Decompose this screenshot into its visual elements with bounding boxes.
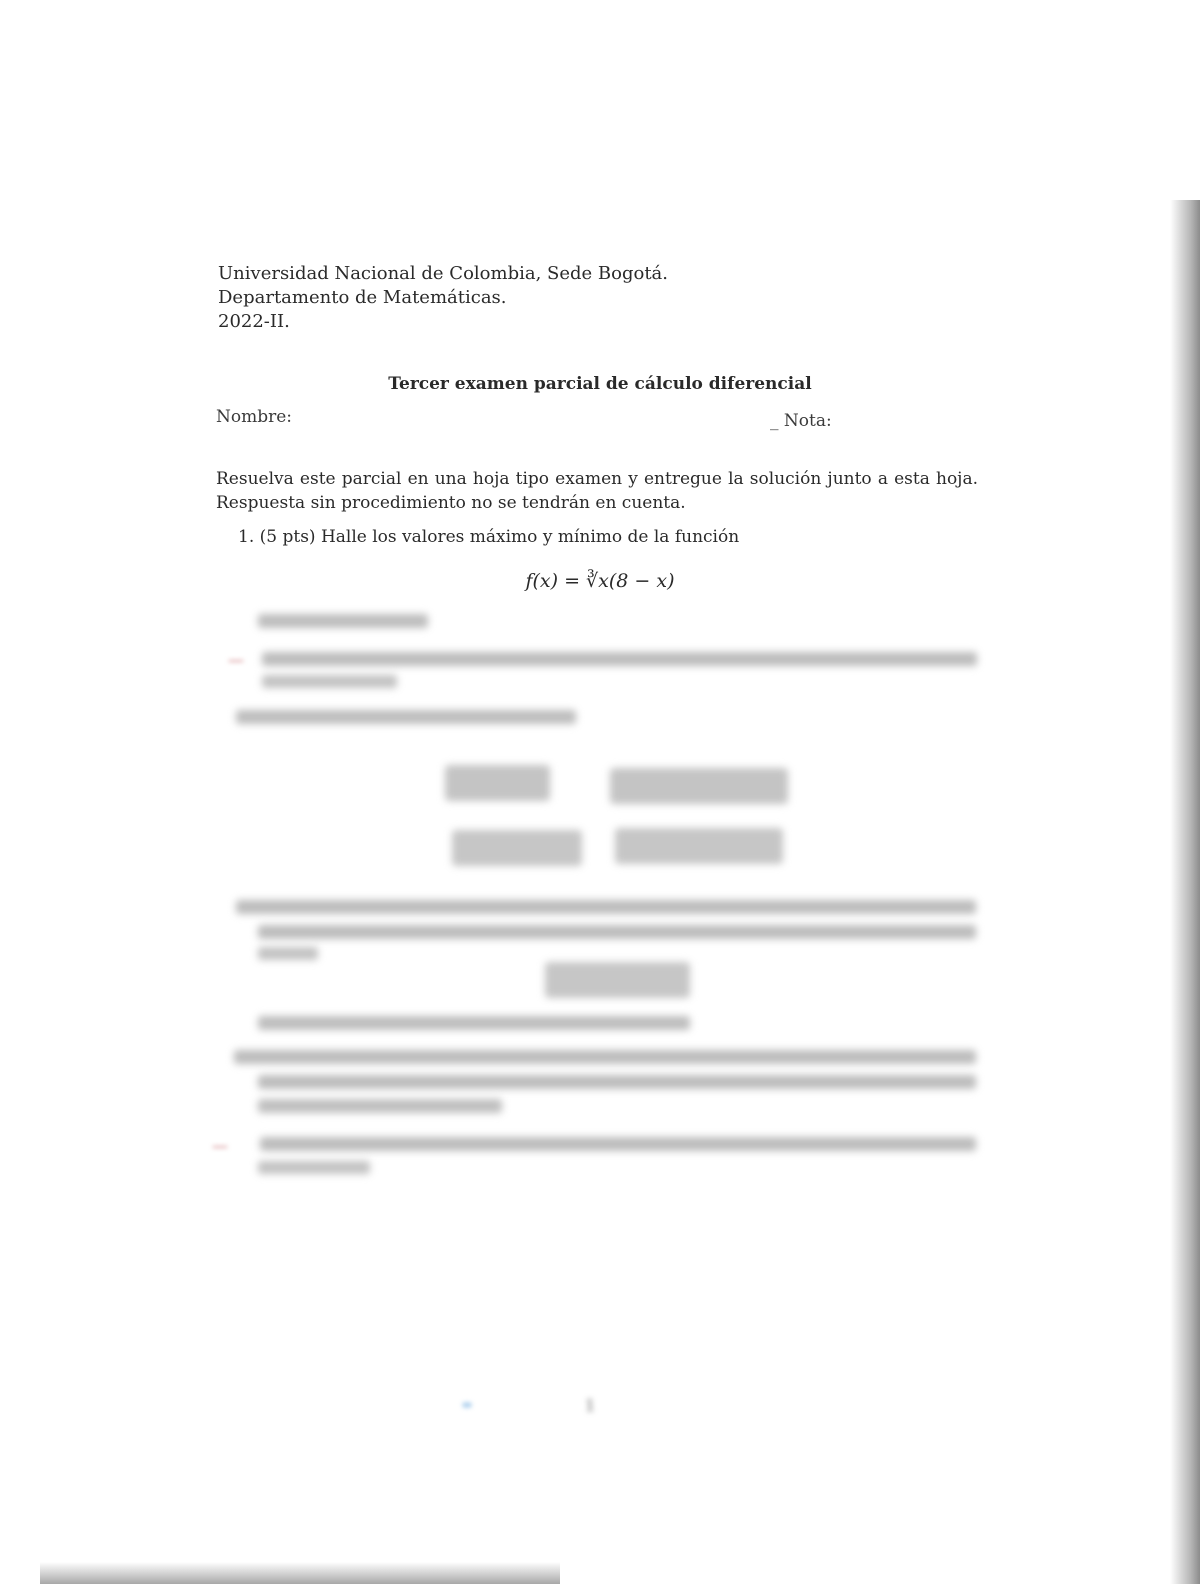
- red-annotation: —: [228, 650, 244, 669]
- blurred-line: [258, 947, 318, 960]
- page-number: 1: [585, 1396, 596, 1415]
- blurred-line: [258, 1016, 690, 1030]
- nombre-label: Nombre:: [216, 407, 293, 427]
- blurred-line: [258, 1161, 370, 1174]
- blurred-line: [258, 1099, 502, 1113]
- blurred-line: [258, 614, 428, 628]
- semester-line: 2022-II.: [218, 311, 290, 332]
- blurred-formula: [445, 765, 550, 801]
- blurred-formula: [615, 828, 783, 864]
- blurred-line: [236, 900, 976, 914]
- institution-header: [218, 262, 668, 334]
- ink-speck: [462, 1402, 472, 1408]
- blurred-line: [236, 710, 576, 724]
- blurred-line: [262, 652, 977, 666]
- blurred-line: [234, 1050, 976, 1064]
- nota-label: _ Nota:: [770, 411, 832, 431]
- blurred-line: [260, 1137, 976, 1151]
- red-annotation: —: [212, 1136, 228, 1155]
- question-1-formula: f(x) = ∛x(8 − x): [525, 570, 675, 592]
- instructions: Resuelva este parcial en una hoja tipo examen y entregue la solución junto a esta hoja. Respuesta sin procedimiento no se tendrán en cuenta.: [216, 469, 978, 513]
- blurred-formula: [452, 830, 582, 866]
- blurred-formula: [545, 962, 690, 998]
- blurred-formula: [610, 768, 788, 804]
- question-1: 1. (5 pts) Halle los valores máximo y mínimo de la función: [238, 527, 740, 547]
- scan-edge-shadow: [1170, 200, 1200, 1584]
- blurred-line: [262, 675, 397, 688]
- exam-title: Tercer examen parcial de cálculo diferencial: [388, 374, 812, 394]
- blurred-line: [258, 1075, 976, 1089]
- department-line: Departamento de Matemáticas.: [218, 287, 507, 308]
- university-line: Universidad Nacional de Colombia, Sede Bogotá.: [218, 263, 669, 284]
- scan-edge-shadow: [40, 1562, 560, 1584]
- blurred-line: [258, 925, 976, 939]
